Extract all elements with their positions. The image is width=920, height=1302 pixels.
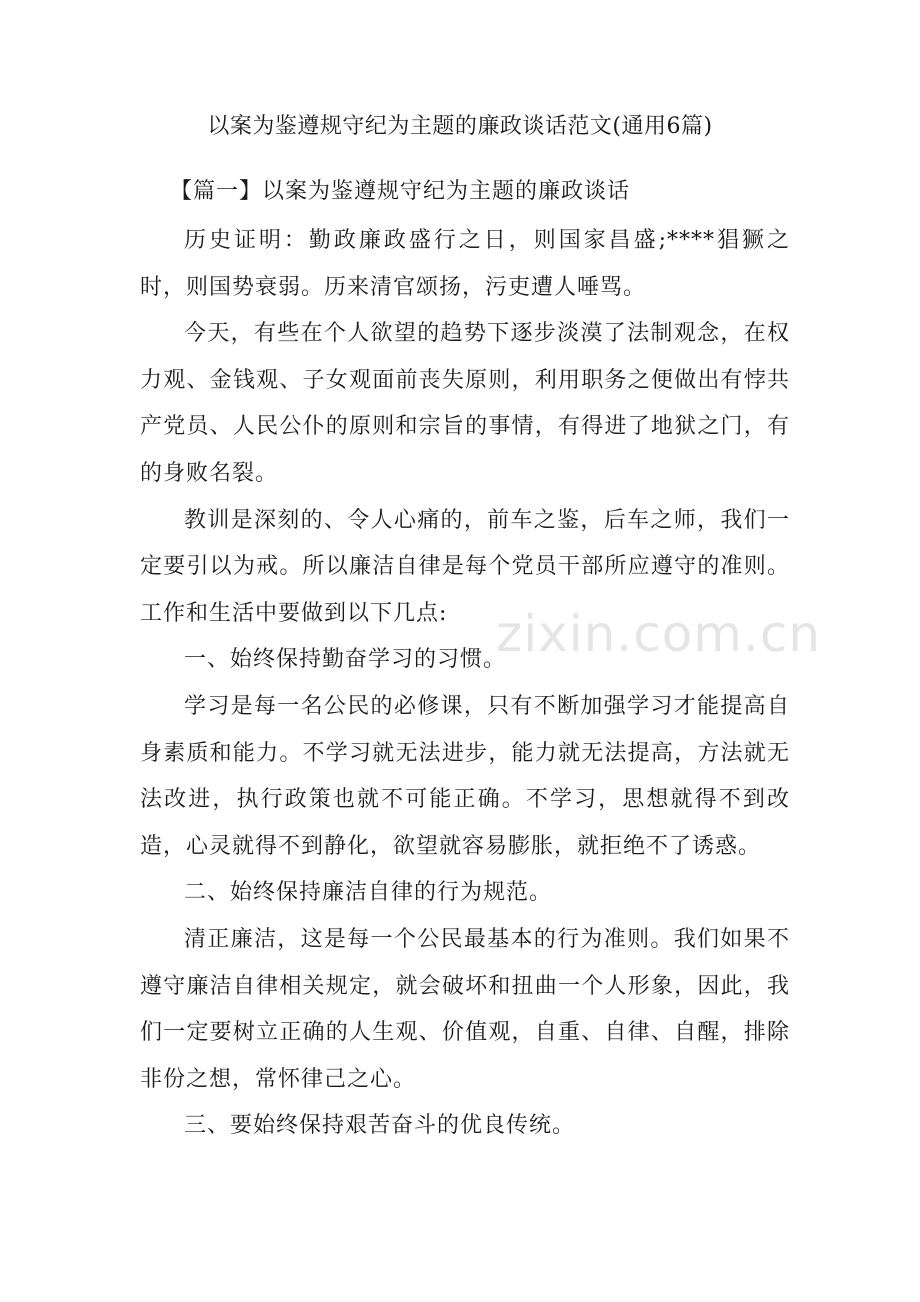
paragraph: 教训是深刻的、令人心痛的，前车之鉴，后车之师，我们一定要引以为戒。所以廉洁自律是每个党员干部所应遵守的准则。工作和生活中要做到以下几点: bbox=[140, 507, 790, 626]
section-heading: 【篇一】以案为鉴遵规守纪为主题的廉政谈话 bbox=[170, 179, 631, 204]
watermark: zixin.com.cn bbox=[496, 605, 822, 663]
subheading: 三、要始终保持艰苦奋斗的优良传统。 bbox=[184, 1113, 576, 1139]
paragraph: 今天，有些在个人欲望的趋势下逐步淡漠了法制观念，在权力观、金钱观、子女观面前丧失原则，利用职务之便做出有悖共产党员、人民公仆的原则和宗旨的事情，有得进了地狱之门，有的身败名裂。 bbox=[140, 321, 790, 486]
paragraph: 清正廉洁，这是每一个公民最基本的行为准则。我们如果不遵守廉洁自律相关规定，就会破坏和扭曲一个人形象，因此，我们一定要树立正确的人生观、价值观，自重、自律、自醒，排除非份之想，常怀律己之心。 bbox=[140, 926, 790, 1092]
paragraph: 历史证明：勤政廉政盛行之日，则国家昌盛;****猖獗之时，则国势衰弱。历来清官颂扬，污吏遭人唾骂。 bbox=[140, 228, 790, 300]
document-title: 以案为鉴遵规守纪为主题的廉政谈话范文(通用6篇) bbox=[207, 114, 713, 139]
paragraph: 学习是每一名公民的必修课，只有不断加强学习才能提高自身素质和能力。不学习就无法进步，能力就无法提高，方法就无法改进，执行政策也就不可能正确。不学习，思想就得不到改造，心灵就得不到静化，欲望就容易膨胀，就拒绝不了诱惑。 bbox=[140, 693, 790, 859]
subheading: 一、始终保持勤奋学习的习惯。 bbox=[184, 647, 507, 673]
document-body bbox=[140, 218, 790, 1150]
subheading: 二、始终保持廉洁自律的行为规范。 bbox=[184, 880, 553, 906]
